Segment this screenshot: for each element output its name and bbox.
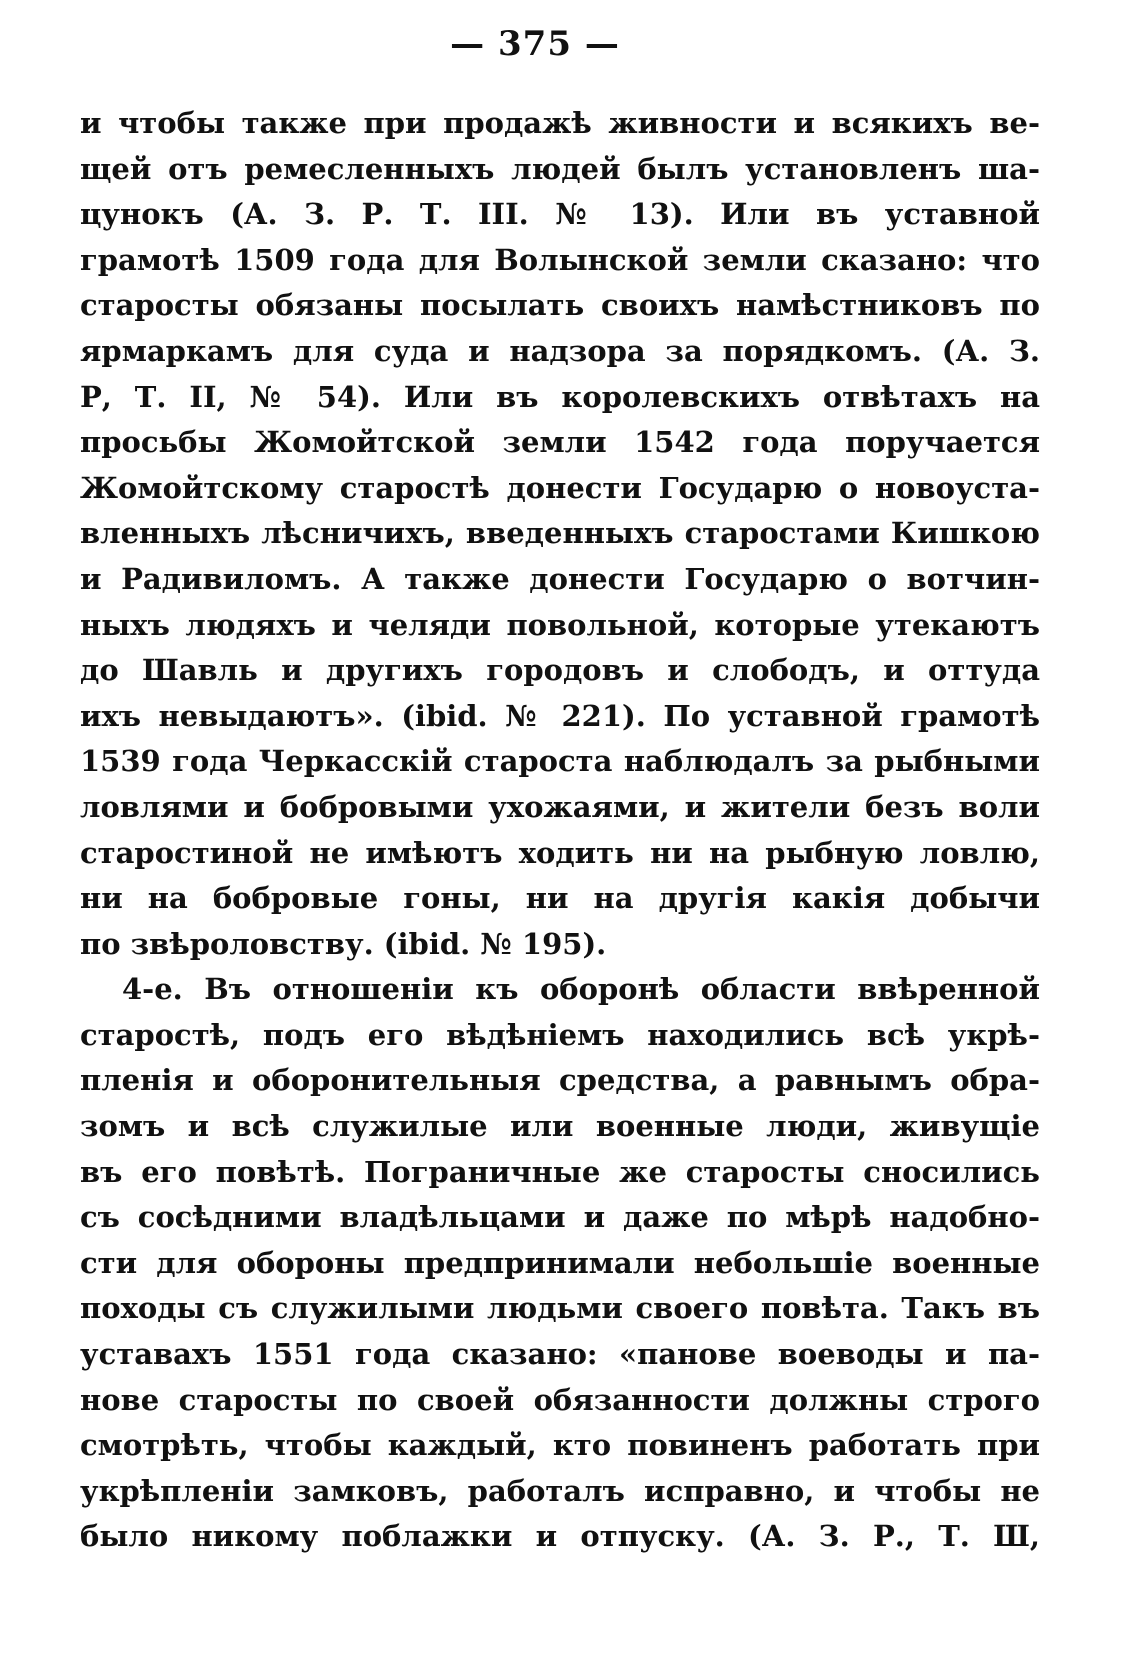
text-line: Р, Т. II, № 54). Или въ королевскихъ отвѣтахъ на xyxy=(80,379,1040,414)
text-line: походы съ служилыми людьми своего повѣта. Такъ въ xyxy=(80,1291,1040,1326)
paragraph-2 xyxy=(80,967,1040,1560)
text-line: укрѣпленіи замковъ, работалъ исправно, и чтобы не xyxy=(80,1473,1040,1508)
text-line: ловлями и бобровыми ухожаями, и жители безъ воли xyxy=(80,789,1040,824)
text-line: нове старосты по своей обязанности должны строго xyxy=(80,1382,1040,1417)
text-line: смотрѣть, чтобы каждый, кто повиненъ работать при xyxy=(80,1428,1040,1463)
text-line: просьбы Жомойтской земли 1542 года поручается xyxy=(80,425,1040,460)
text-line: 4-е. Въ отношеніи къ оборонѣ области ввѣренной xyxy=(122,972,1040,1007)
paragraph-1 xyxy=(80,101,1040,967)
text-line: грамотѣ 1509 года для Волынской земли сказано: что xyxy=(80,242,1040,277)
text-line: старостѣ, подъ его вѣдѣніемъ находились всѣ укрѣ- xyxy=(80,1017,1040,1052)
text-line: и чтобы также при продажѣ живности и всякихъ ве- xyxy=(80,106,1040,140)
text-line: въ его повѣтѣ. Пограничные же старосты сносились xyxy=(80,1154,1040,1189)
text-line: пленія и оборонительныя средства, а равнымъ обра- xyxy=(80,1063,1040,1098)
text-line: сти для обороны предпринимали небольшіе военные xyxy=(80,1245,1040,1280)
text-line: старостиной не имѣютъ ходить ни на рыбную ловлю, xyxy=(80,835,1040,870)
text-line: ни на бобровые гоны, ни на другія какія добычи xyxy=(80,881,1040,916)
text-line: вленныхъ лѣсничихъ, введенныхъ старостами Кишкою xyxy=(80,516,1040,551)
text-line: ихъ невыдаютъ». (ibid. № 221). По уставной грамотѣ xyxy=(80,698,1040,733)
text-line: 1539 года Черкасскій староста наблюдалъ за рыбными xyxy=(80,744,1040,779)
text-line: было никому поблажки и отпуску. (А. З. Р., Т. Ш, xyxy=(80,1519,1040,1554)
text-line: старосты обязаны посылать своихъ намѣстниковъ по xyxy=(80,288,1040,323)
text-line: цунокъ (А. З. Р. Т. III. № 13). Или въ уставной xyxy=(80,197,1040,232)
body-text xyxy=(80,101,1040,1560)
text-line: и Радивиломъ. А также донести Государю о вотчин- xyxy=(80,561,1040,596)
text-line: по звѣроловству. (ibid. № 195). xyxy=(80,926,607,961)
text-line: съ сосѣдними владѣльцами и даже по мѣрѣ надобно- xyxy=(80,1200,1040,1235)
text-line: Жомойтскому старостѣ донести Государю о новоуста- xyxy=(80,470,1040,505)
text-line: ярмаркамъ для суда и надзора за порядкомъ. (А. З. xyxy=(80,333,1040,368)
text-line: ныхъ людяхъ и челяди повольной, которые утекаютъ xyxy=(80,607,1040,642)
text-line: до Шавль и другихъ городовъ и слободъ, и оттуда xyxy=(80,653,1040,688)
page-number: — 375 — xyxy=(450,24,620,64)
text-line: уставахъ 1551 года сказано: «панове воеводы и па- xyxy=(80,1337,1040,1372)
text-line: зомъ и всѣ служилые или военные люди, живущіе xyxy=(80,1109,1040,1144)
text-line: щей отъ ремесленныхъ людей былъ установленъ ша- xyxy=(80,151,1040,186)
